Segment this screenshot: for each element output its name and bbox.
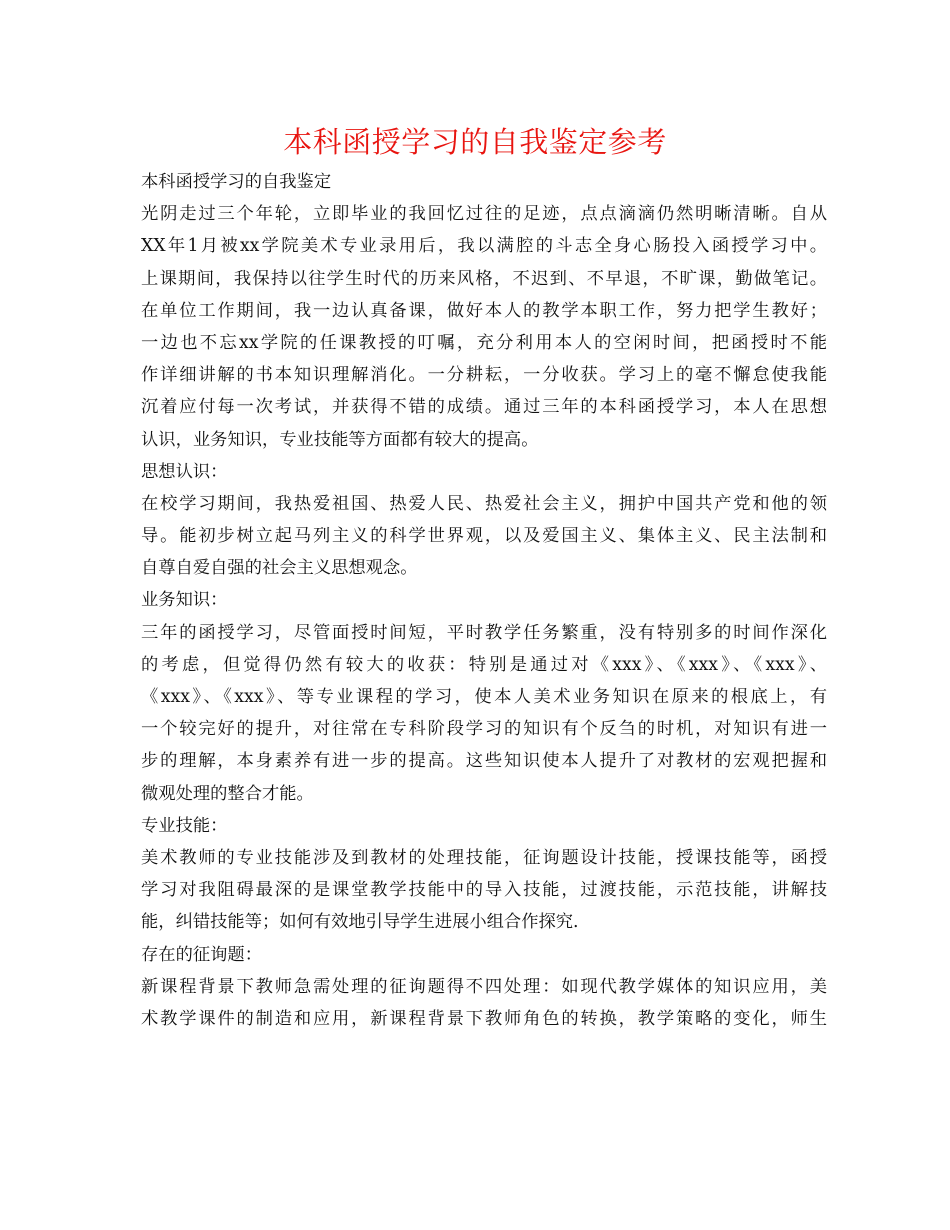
paragraph-line: 一个较完好的提升，对往常在专科阶段学习的知识有个反刍的时机，对知识有进一: [141, 719, 827, 740]
paragraph-line: 新课程背景下教师急需处理的征询题得不四处理：如现代教学媒体的知识应用，美: [141, 976, 827, 997]
paragraph-line: 在单位工作期间，我一边认真备课，做好本人的教学本职工作，努力把学生教好；: [141, 300, 827, 321]
section-heading-skills: 专业技能：: [141, 815, 228, 836]
paragraph-line: 三年的函授学习，尽管面授时间短，平时教学任务繁重，没有特别多的时间作深化: [141, 622, 827, 643]
line-subtitle: 本科函授学习的自我鉴定: [141, 172, 332, 192]
document-title: 本科函授学习的自我鉴定参考: [283, 125, 667, 159]
paragraph-line: 光阴走过三个年轮，立即毕业的我回忆过往的足迹，点点滴滴仍然明晰清晰。自从: [141, 204, 827, 225]
paragraph-line: 《xxx》、《xxx》、等专业课程的学习，使本人美术业务知识在原来的根底上，有: [141, 687, 827, 707]
paragraph-line: 的考虑，但觉得仍然有较大的收获：特别是通过对《xxx》、《xxx》、《xxx》、: [141, 654, 827, 675]
paragraph-line: 导。能初步树立起马列主义的科学世界观，以及爱国主义、集体主义、民主法制和: [141, 526, 827, 547]
paragraph-line: 作详细讲解的书本知识理解消化。一分耕耘，一分收获。学习上的毫不懈怠使我能: [141, 365, 827, 386]
paragraph-line: XX年1月被xx学院美术专业录用后，我以满腔的斗志全身心肠投入函授学习中。: [141, 236, 827, 257]
document-body: [141, 166, 827, 1035]
paragraph-line: 术教学课件的制造和应用，新课程背景下教师角色的转换，教学策略的变化，师生: [141, 1008, 827, 1029]
paragraph-line: 微观处理的整合才能。: [141, 783, 314, 804]
paragraph-line: 上课期间，我保持以往学生时代的历来风格，不迟到、不早退，不旷课，勤做笔记。: [141, 268, 827, 289]
paragraph-line: 认识，业务知识，专业技能等方面都有较大的提高。: [141, 429, 539, 450]
paragraph-line: 美术教师的专业技能涉及到教材的处理技能，征询题设计技能，授课技能等，函授: [141, 847, 827, 868]
section-heading-business: 业务知识：: [141, 590, 228, 611]
paragraph-line: 在校学习期间，我热爱祖国、热爱人民、热爱社会主义，拥护中国共产党和他的领: [141, 493, 827, 514]
paragraph-line: 学习对我阻碍最深的是课堂教学技能中的导入技能，过渡技能，示范技能，讲解技: [141, 880, 827, 901]
paragraph-line: 沉着应付每一次考试，并获得不错的成绩。通过三年的本科函授学习，本人在思想: [141, 397, 827, 418]
paragraph-line: 能，纠错技能等；如何有效地引导学生进展小组合作探究.: [141, 912, 579, 933]
paragraph-line: 一边也不忘xx学院的任课教授的叮嘱，充分利用本人的空闲时间，把函授时不能: [141, 332, 827, 353]
section-heading-problems: 存在的征询题：: [141, 944, 262, 965]
paragraph-line: 步的理解，本身素养有进一步的提高。这些知识使本人提升了对教材的宏观把握和: [141, 751, 827, 772]
paragraph-line: 自尊自爱自强的社会主义思想观念。: [141, 558, 418, 579]
section-heading-thought: 思想认识：: [141, 461, 228, 482]
